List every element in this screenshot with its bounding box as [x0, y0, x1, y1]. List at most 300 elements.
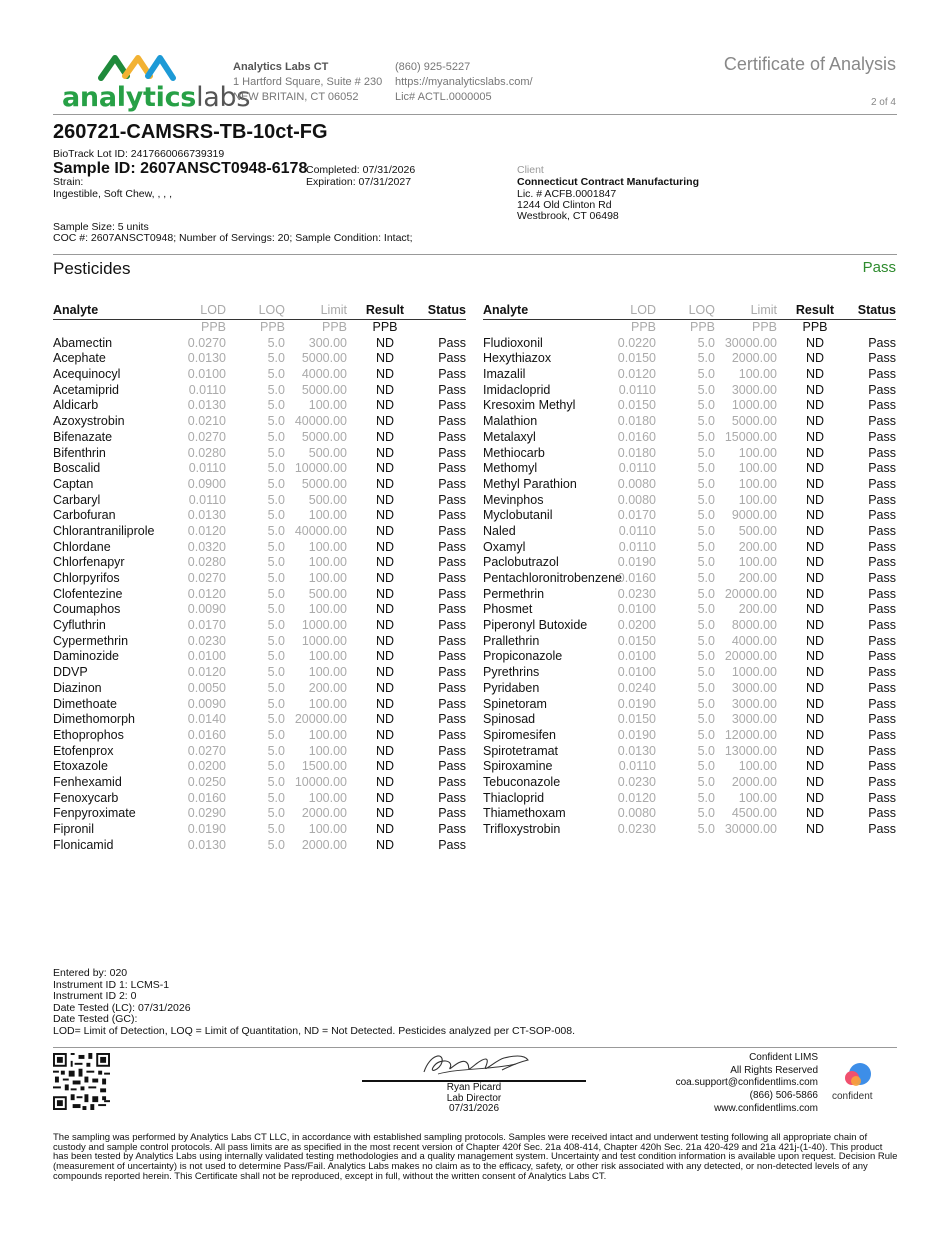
cell-lod: 0.0220	[617, 335, 656, 350]
cell-limit: 100.00	[738, 759, 777, 774]
cell-result: ND	[805, 696, 825, 711]
cell-lod: 0.0080	[617, 476, 656, 491]
table-row	[483, 461, 896, 477]
cell-limit: 20000.00	[724, 649, 777, 664]
cell-analyte: Captan	[53, 476, 94, 491]
table-row	[53, 446, 466, 462]
cell-lod: 0.0120	[187, 586, 226, 601]
cell-result: ND	[805, 649, 825, 664]
cell-analyte: Bifenthrin	[53, 445, 106, 460]
table-units-row	[53, 320, 466, 336]
cell-limit: 30000.00	[724, 822, 777, 836]
cell-result: ND	[805, 523, 825, 538]
cell-limit: 10000.00	[294, 461, 347, 476]
cell-loq: 5.0	[267, 665, 285, 680]
cell-loq: 5.0	[267, 712, 285, 727]
cell-status: Pass	[438, 571, 466, 585]
table-row	[53, 665, 466, 681]
cell-status: Pass	[868, 680, 896, 695]
unit-lod: PPB	[200, 320, 226, 334]
table-row	[53, 759, 466, 775]
cell-limit: 100.00	[738, 445, 777, 460]
client-address2: Westbrook, CT 06498	[517, 210, 619, 222]
cell-analyte: Aldicarb	[53, 398, 99, 413]
column-header-analyte: Analyte	[483, 303, 529, 317]
cell-loq: 5.0	[267, 414, 285, 429]
cell-result: ND	[805, 492, 825, 507]
client-label: Client	[517, 164, 544, 176]
cell-result: ND	[805, 822, 825, 836]
cell-lod: 0.0110	[618, 539, 656, 554]
cell-analyte: Coumaphos	[53, 602, 121, 617]
cell-result: ND	[375, 335, 395, 350]
cell-loq: 5.0	[697, 398, 715, 413]
cell-loq: 5.0	[267, 727, 285, 742]
cell-limit: 200.00	[308, 680, 347, 695]
cell-lod: 0.0130	[617, 743, 656, 758]
cell-limit: 500.00	[308, 586, 347, 601]
table-row	[483, 540, 896, 556]
cell-limit: 100.00	[308, 398, 347, 413]
table-row	[53, 806, 466, 822]
cell-result: ND	[805, 476, 825, 491]
cell-result: ND	[375, 429, 395, 444]
cell-limit: 5000.00	[731, 414, 777, 429]
cell-limit: 1000.00	[301, 633, 347, 648]
cell-lod: 0.0180	[617, 414, 656, 429]
cell-result: ND	[375, 555, 395, 570]
cell-result: ND	[375, 539, 395, 554]
expiration-date: Expiration: 07/31/2027	[306, 176, 412, 188]
cell-limit: 1000.00	[301, 618, 347, 633]
cell-analyte: Hexythiazox	[483, 351, 552, 366]
cell-analyte: Fenoxycarb	[53, 790, 119, 805]
cell-analyte: Spiromesifen	[483, 727, 556, 742]
cell-analyte: DDVP	[53, 665, 88, 680]
cell-analyte: Fludioxonil	[483, 335, 543, 350]
cell-limit: 200.00	[738, 571, 777, 585]
cell-status: Pass	[868, 806, 896, 821]
table-row	[483, 430, 896, 446]
cell-analyte: Chlorantraniliprole	[53, 523, 155, 538]
cell-limit: 20000.00	[724, 586, 777, 601]
cell-analyte: Etoxazole	[53, 759, 108, 774]
signer-title: Lab Director	[446, 1092, 502, 1104]
cell-limit: 2000.00	[301, 806, 347, 821]
cell-limit: 2000.00	[301, 837, 347, 852]
lims-email[interactable]: coa.support@confidentlims.com	[675, 1077, 818, 1089]
unit-result: PPB	[372, 320, 398, 334]
table-row	[483, 634, 896, 650]
cell-loq: 5.0	[697, 774, 715, 789]
table-row	[483, 414, 896, 430]
cell-limit: 20000.00	[294, 712, 347, 727]
coc-info: COC #: 2607ANSCT0948; Number of Servings: 20; Sample Condition: Intact;	[53, 232, 413, 244]
cell-status: Pass	[868, 696, 896, 711]
cell-lod: 0.0130	[187, 351, 226, 366]
table-row	[53, 336, 466, 352]
cell-status: Pass	[438, 696, 466, 711]
column-header-status: Status	[427, 303, 466, 317]
cell-limit: 100.00	[738, 790, 777, 805]
cell-status: Pass	[868, 665, 896, 680]
column-header-lod: LOD	[630, 303, 656, 317]
cell-loq: 5.0	[697, 382, 715, 397]
table-row	[483, 555, 896, 571]
cell-loq: 5.0	[267, 571, 285, 585]
table-row	[53, 602, 466, 618]
cell-loq: 5.0	[697, 649, 715, 664]
cell-lod: 0.0110	[188, 461, 226, 476]
biotrack-lot-id: BioTrack Lot ID: 2417660066739319	[53, 148, 225, 160]
cell-lod: 0.0080	[617, 806, 656, 821]
cell-loq: 5.0	[267, 429, 285, 444]
lab-contact	[395, 60, 533, 105]
client-name: Connecticut Contract Manufacturing	[517, 176, 700, 188]
table-row	[483, 681, 896, 697]
cell-loq: 5.0	[267, 523, 285, 538]
cell-limit: 100.00	[738, 476, 777, 491]
table-row	[53, 461, 466, 477]
test-notes	[53, 968, 575, 1037]
column-header-lod: LOD	[200, 303, 226, 317]
table-row	[53, 838, 466, 854]
cell-result: ND	[375, 712, 395, 727]
cell-loq: 5.0	[697, 586, 715, 601]
pesticides-table-left	[53, 303, 466, 853]
cell-limit: 10000.00	[294, 774, 347, 789]
cell-lod: 0.0210	[187, 414, 226, 429]
cell-lod: 0.0180	[617, 445, 656, 460]
table-row	[53, 508, 466, 524]
cell-limit: 4500.00	[731, 806, 777, 821]
table-row	[53, 571, 466, 587]
product-type: Ingestible, Soft Chew, , , ,	[53, 188, 173, 200]
cell-analyte: Fipronil	[53, 822, 94, 836]
cell-result: ND	[375, 649, 395, 664]
cell-result: ND	[375, 790, 395, 805]
cell-result: ND	[805, 633, 825, 648]
cell-analyte: Malathion	[483, 414, 538, 429]
cell-result: ND	[805, 680, 825, 695]
lims-website[interactable]: www.confidentlims.com	[714, 1102, 818, 1114]
cell-limit: 100.00	[308, 555, 347, 570]
cell-loq: 5.0	[267, 618, 285, 633]
cell-loq: 5.0	[267, 367, 285, 382]
table-row	[53, 398, 466, 414]
cell-status: Pass	[868, 727, 896, 742]
cell-analyte: Thiamethoxam	[483, 806, 566, 821]
cell-lod: 0.0280	[187, 555, 226, 570]
table-row	[53, 555, 466, 571]
cell-result: ND	[375, 367, 395, 382]
cell-limit: 100.00	[308, 508, 347, 523]
cell-status: Pass	[868, 633, 896, 648]
table-row	[53, 649, 466, 665]
cell-status: Pass	[868, 382, 896, 397]
cell-lod: 0.0160	[617, 571, 656, 585]
lab-phone: (860) 925-5227	[395, 61, 471, 73]
cell-result: ND	[375, 414, 395, 429]
sample-id: Sample ID: 2607ANSCT0948-6178	[53, 160, 308, 177]
cell-analyte: Metalaxyl	[483, 429, 536, 444]
cell-limit: 500.00	[738, 523, 777, 538]
cell-status: Pass	[868, 492, 896, 507]
cell-loq: 5.0	[697, 523, 715, 538]
confident-logo-text: confident	[832, 1091, 873, 1102]
table-row	[483, 383, 896, 399]
cell-lod: 0.0090	[187, 696, 226, 711]
cell-status: Pass	[868, 461, 896, 476]
cell-analyte: Spinetoram	[483, 696, 547, 711]
cell-result: ND	[805, 539, 825, 554]
cell-result: ND	[375, 508, 395, 523]
cell-status: Pass	[438, 602, 466, 617]
cell-limit: 3000.00	[731, 696, 777, 711]
cell-analyte: Spiroxamine	[483, 759, 553, 774]
cell-loq: 5.0	[697, 571, 715, 585]
cell-loq: 5.0	[697, 806, 715, 821]
abbreviation-legend: LOD= Limit of Detection, LOQ = Limit of Quantitation, ND = Not Detected. Pesticides analyzed per CT-SOP-008.	[53, 1024, 576, 1037]
cell-lod: 0.0110	[618, 461, 656, 476]
signature-image	[420, 1050, 532, 1080]
cell-lod: 0.0110	[188, 492, 226, 507]
cell-status: Pass	[438, 398, 466, 413]
cell-result: ND	[375, 523, 395, 538]
cell-analyte: Methiocarb	[483, 445, 545, 460]
instrument-id-1: Instrument ID 1: LCMS-1	[53, 978, 170, 991]
lab-address2: NEW BRITAIN, CT 06052	[233, 91, 359, 103]
cell-status: Pass	[438, 523, 466, 538]
table-row	[483, 571, 896, 587]
cell-loq: 5.0	[267, 461, 285, 476]
cell-status: Pass	[868, 759, 896, 774]
signer-name: Ryan Picard	[446, 1082, 502, 1093]
cell-limit: 2000.00	[731, 774, 777, 789]
cell-loq: 5.0	[267, 508, 285, 523]
cell-loq: 5.0	[697, 680, 715, 695]
table-row	[483, 446, 896, 462]
cell-status: Pass	[868, 476, 896, 491]
lab-website[interactable]: https://myanalyticslabs.com/	[395, 76, 533, 88]
cell-analyte: Chlorfenapyr	[53, 555, 125, 570]
cell-result: ND	[805, 618, 825, 633]
cell-analyte: Azoxystrobin	[53, 414, 125, 429]
cell-status: Pass	[438, 367, 466, 382]
cell-result: ND	[375, 837, 395, 852]
signer-block	[362, 1083, 586, 1115]
date-tested-gc: Date Tested (GC):	[53, 1013, 138, 1025]
table-row	[483, 508, 896, 524]
cell-limit: 3000.00	[731, 712, 777, 727]
cell-result: ND	[375, 665, 395, 680]
cell-loq: 5.0	[267, 335, 285, 350]
cell-lod: 0.0190	[617, 555, 656, 570]
cell-status: Pass	[438, 335, 466, 350]
cell-loq: 5.0	[697, 555, 715, 570]
cell-loq: 5.0	[697, 633, 715, 648]
table-row	[483, 398, 896, 414]
cell-result: ND	[805, 429, 825, 444]
cell-limit: 100.00	[738, 461, 777, 476]
cell-status: Pass	[438, 586, 466, 601]
cell-analyte: Imidacloprid	[483, 382, 551, 397]
cell-lod: 0.0270	[187, 743, 226, 758]
cell-analyte: Methyl Parathion	[483, 476, 577, 491]
cell-lod: 0.0100	[187, 367, 226, 382]
cell-loq: 5.0	[267, 445, 285, 460]
table-row	[53, 618, 466, 634]
section-divider	[53, 254, 897, 255]
lab-license: Lic# ACTL.0000005	[395, 91, 492, 103]
cell-status: Pass	[438, 712, 466, 727]
cell-status: Pass	[438, 759, 466, 774]
table-row	[483, 806, 896, 822]
cell-loq: 5.0	[267, 774, 285, 789]
cell-analyte: Permethrin	[483, 586, 545, 601]
cell-status: Pass	[868, 367, 896, 382]
cell-status: Pass	[438, 508, 466, 523]
table-row	[53, 697, 466, 713]
cell-result: ND	[375, 822, 395, 836]
cell-lod: 0.0230	[617, 774, 656, 789]
cell-analyte: Piperonyl Butoxide	[483, 618, 588, 633]
cell-lod: 0.0250	[187, 774, 226, 789]
lims-rights: All Rights Reserved	[730, 1064, 818, 1076]
cell-limit: 40000.00	[294, 523, 347, 538]
lab-address1: 1 Hartford Square, Suite # 230	[233, 76, 383, 88]
cell-status: Pass	[868, 555, 896, 570]
cell-result: ND	[375, 571, 395, 585]
cell-result: ND	[805, 445, 825, 460]
cell-lod: 0.0160	[187, 790, 226, 805]
qr-code-icon[interactable]	[53, 1053, 110, 1110]
cell-limit: 500.00	[308, 492, 347, 507]
cell-lod: 0.0270	[187, 571, 226, 585]
table-row	[53, 728, 466, 744]
table-row	[53, 822, 466, 838]
table-row	[483, 367, 896, 383]
table-row	[483, 351, 896, 367]
signer-date: 07/31/2026	[448, 1103, 500, 1114]
table-header-row	[483, 303, 896, 320]
cell-status: Pass	[868, 508, 896, 523]
column-header-result: Result	[365, 303, 405, 317]
cell-result: ND	[805, 586, 825, 601]
cell-loq: 5.0	[267, 822, 285, 836]
cell-status: Pass	[438, 649, 466, 664]
cell-analyte: Imazalil	[483, 367, 526, 382]
cell-lod: 0.0170	[187, 618, 226, 633]
cell-limit: 1000.00	[731, 398, 777, 413]
cell-status: Pass	[438, 822, 466, 836]
cell-loq: 5.0	[267, 539, 285, 554]
cell-loq: 5.0	[267, 680, 285, 695]
cell-limit: 300.00	[308, 335, 347, 350]
cell-limit: 8000.00	[731, 618, 777, 633]
cell-limit: 3000.00	[731, 680, 777, 695]
cell-result: ND	[805, 712, 825, 727]
logo-wordmark: analyticslabs	[62, 82, 251, 113]
cell-lod: 0.0090	[187, 602, 226, 617]
cell-lod: 0.0200	[617, 618, 656, 633]
cell-lod: 0.0150	[617, 712, 656, 727]
cell-lod: 0.0150	[617, 398, 656, 413]
cell-limit: 100.00	[738, 555, 777, 570]
table-row	[53, 540, 466, 556]
sample-size: Sample Size: 5 units	[53, 221, 149, 233]
cell-limit: 12000.00	[724, 727, 777, 742]
confident-logo-icon	[840, 1062, 874, 1090]
cell-lod: 0.0230	[187, 633, 226, 648]
cell-lod: 0.0110	[618, 759, 656, 774]
cell-result: ND	[805, 382, 825, 397]
cell-lod: 0.0100	[617, 665, 656, 680]
completed-date: Completed: 07/31/2026	[306, 164, 416, 176]
cell-limit: 13000.00	[724, 743, 777, 758]
unit-loq: PPB	[689, 320, 715, 334]
table-row	[53, 383, 466, 399]
cell-status: Pass	[438, 665, 466, 680]
cell-analyte: Clofentezine	[53, 586, 123, 601]
cell-status: Pass	[438, 351, 466, 366]
cell-limit: 5000.00	[301, 476, 347, 491]
cell-analyte: Acephate	[53, 351, 106, 366]
product-name: 260721-CAMSRS-TB-10ct-FG	[53, 121, 328, 143]
cell-status: Pass	[438, 461, 466, 476]
cell-loq: 5.0	[267, 790, 285, 805]
cell-loq: 5.0	[697, 476, 715, 491]
cell-limit: 40000.00	[294, 414, 347, 429]
cell-analyte: Oxamyl	[483, 539, 526, 554]
cell-lod: 0.0120	[617, 790, 656, 805]
lab-name: Analytics Labs CT	[233, 61, 329, 73]
cell-limit: 100.00	[308, 727, 347, 742]
cell-lod: 0.0110	[618, 382, 656, 397]
date-tested-lc: Date Tested (LC): 07/31/2026	[53, 1001, 191, 1014]
unit-result: PPB	[802, 320, 828, 334]
cell-analyte: Acetamiprid	[53, 382, 119, 397]
header-divider	[53, 114, 897, 115]
cell-analyte: Cypermethrin	[53, 633, 129, 648]
cell-status: Pass	[868, 743, 896, 758]
table-row	[483, 587, 896, 603]
cell-loq: 5.0	[697, 335, 715, 350]
cell-status: Pass	[868, 602, 896, 617]
cell-analyte: Carbofuran	[53, 508, 116, 523]
unit-loq: PPB	[259, 320, 285, 334]
column-header-result: Result	[795, 303, 835, 317]
cell-loq: 5.0	[267, 351, 285, 366]
cell-lod: 0.0190	[617, 696, 656, 711]
cell-result: ND	[375, 476, 395, 491]
cell-result: ND	[805, 367, 825, 382]
cell-status: Pass	[868, 429, 896, 444]
cell-lod: 0.0190	[187, 822, 226, 836]
cell-lod: 0.0150	[617, 633, 656, 648]
cell-analyte: Boscalid	[53, 461, 101, 476]
cell-limit: 5000.00	[301, 351, 347, 366]
cell-lod: 0.0240	[617, 680, 656, 695]
cell-status: Pass	[438, 806, 466, 821]
table-row	[53, 477, 466, 493]
cell-loq: 5.0	[697, 790, 715, 805]
cell-loq: 5.0	[697, 759, 715, 774]
cell-status: Pass	[868, 774, 896, 789]
table-row	[483, 712, 896, 728]
cell-loq: 5.0	[697, 492, 715, 507]
cell-status: Pass	[868, 586, 896, 601]
